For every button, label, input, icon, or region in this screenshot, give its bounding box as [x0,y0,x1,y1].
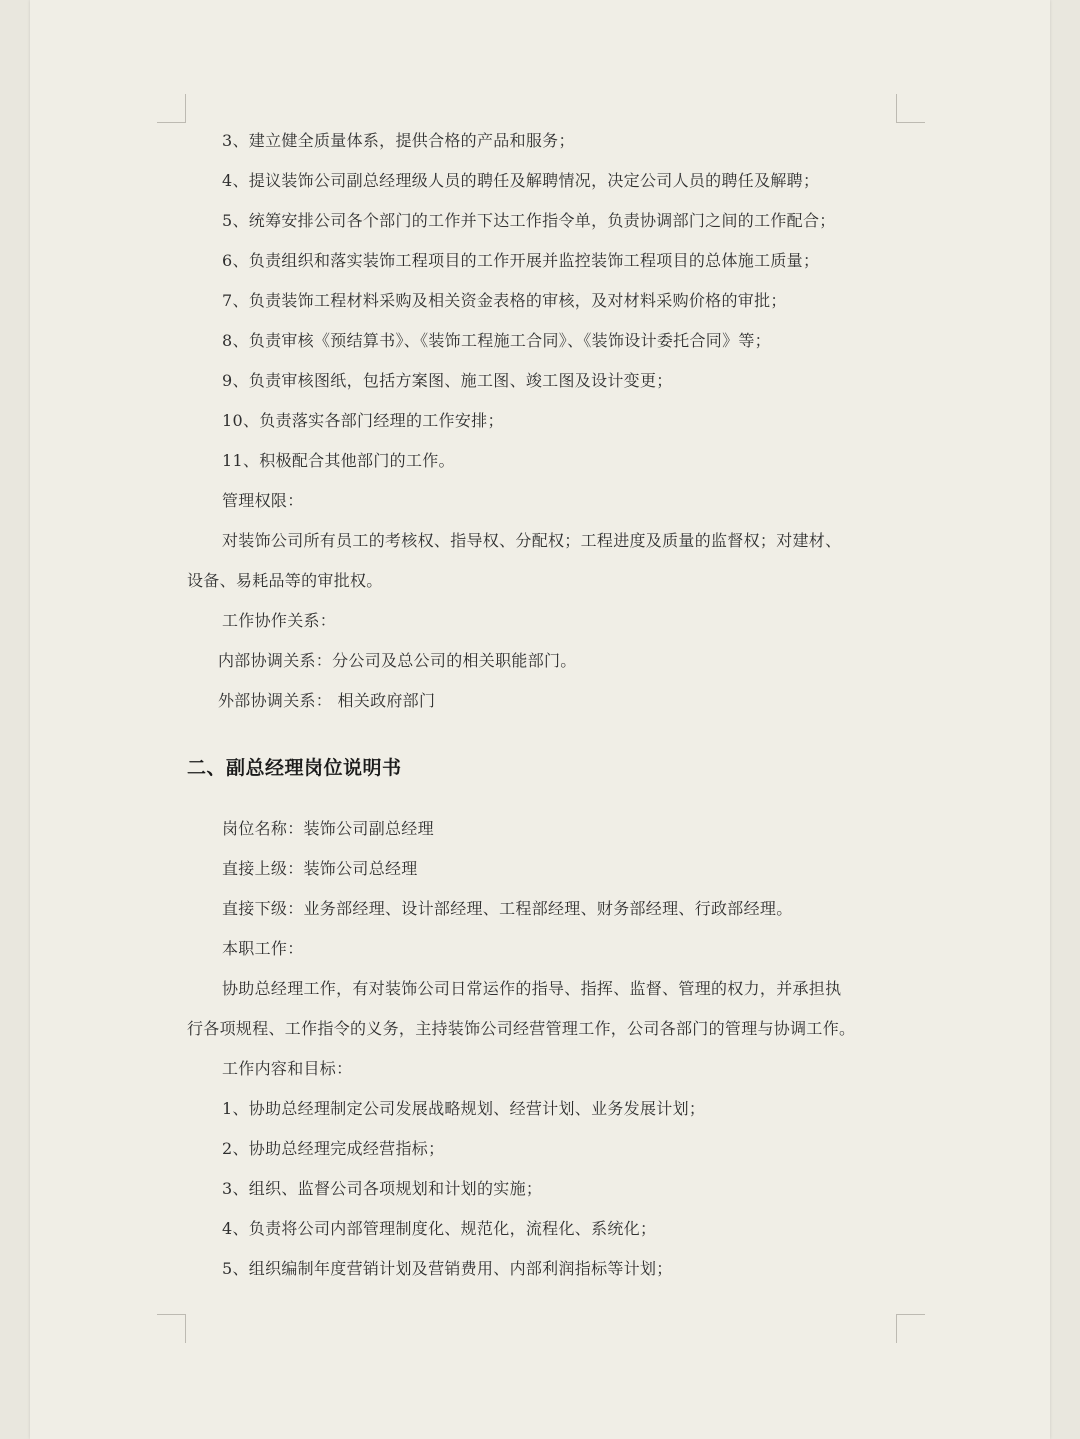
crop-mark-bottom-right [896,1314,925,1343]
crop-mark-bottom-left [157,1314,186,1343]
section-label: 工作协作关系： [222,611,337,630]
text-line: 1、协助总经理制定公司发展战略规划、经营计划、业务发展计划； [222,1099,706,1118]
text-line: 直接下级：业务部经理、设计部经理、工程部经理、财务部经理、行政部经理。 [222,899,793,918]
text-line: 行各项规程、工作指令的义务，主持装饰公司经营管理工作，公司各部门的管理与协调工作。 [187,1019,856,1038]
text-line: 外部协调关系： 相关政府部门 [218,691,436,710]
section-label: 工作内容和目标： [222,1059,353,1078]
text-line: 2、协助总经理完成经营指标； [222,1139,445,1158]
text-line: 10、负责落实各部门经理的工作安排； [222,411,504,430]
text-line: 设备、易耗品等的审批权。 [187,571,383,590]
text-line: 直接上级：装饰公司总经理 [222,859,418,878]
text-line: 内部协调关系：分公司及总公司的相关职能部门。 [218,651,577,670]
text-line: 4、负责将公司内部管理制度化、规范化，流程化、系统化； [222,1219,657,1238]
text-line: 4、提议装饰公司副总经理级人员的聘任及解聘情况，决定公司人员的聘任及解聘； [222,171,820,190]
crop-mark-top-left [157,94,186,123]
text-line: 7、负责装饰工程材料采购及相关资金表格的审核，及对材料采购价格的审批； [222,291,787,310]
text-line: 5、统筹安排公司各个部门的工作并下达工作指令单，负责协调部门之间的工作配合； [222,211,836,230]
text-line: 3、组织、监督公司各项规划和计划的实施； [222,1179,543,1198]
crop-mark-top-right [896,94,925,123]
text-line: 岗位名称：装饰公司副总经理 [222,819,434,838]
section-heading: 二、副总经理岗位说明书 [187,757,402,779]
text-line: 5、组织编制年度营销计划及营销费用、内部利润指标等计划； [222,1259,673,1278]
text-line: 9、负责审核图纸，包括方案图、施工图、竣工图及设计变更； [222,371,673,390]
section-label: 管理权限： [222,491,304,510]
text-line: 11、积极配合其他部门的工作。 [222,451,455,470]
section-label: 本职工作： [222,939,304,958]
text-line: 对装饰公司所有员工的考核权、指导权、分配权；工程进度及质量的监督权；对建材、 [222,531,842,550]
text-line: 协助总经理工作，有对装饰公司日常运作的指导、指挥、监督、管理的权力，并承担执 [222,979,842,998]
text-line: 6、负责组织和落实装饰工程项目的工作开展并监控装饰工程项目的总体施工质量； [222,251,820,270]
text-line: 8、负责审核《预结算书》、《装饰工程施工合同》、《装饰设计委托合同》等； [222,331,771,350]
text-line: 3、建立健全质量体系，提供合格的产品和服务； [222,131,575,150]
